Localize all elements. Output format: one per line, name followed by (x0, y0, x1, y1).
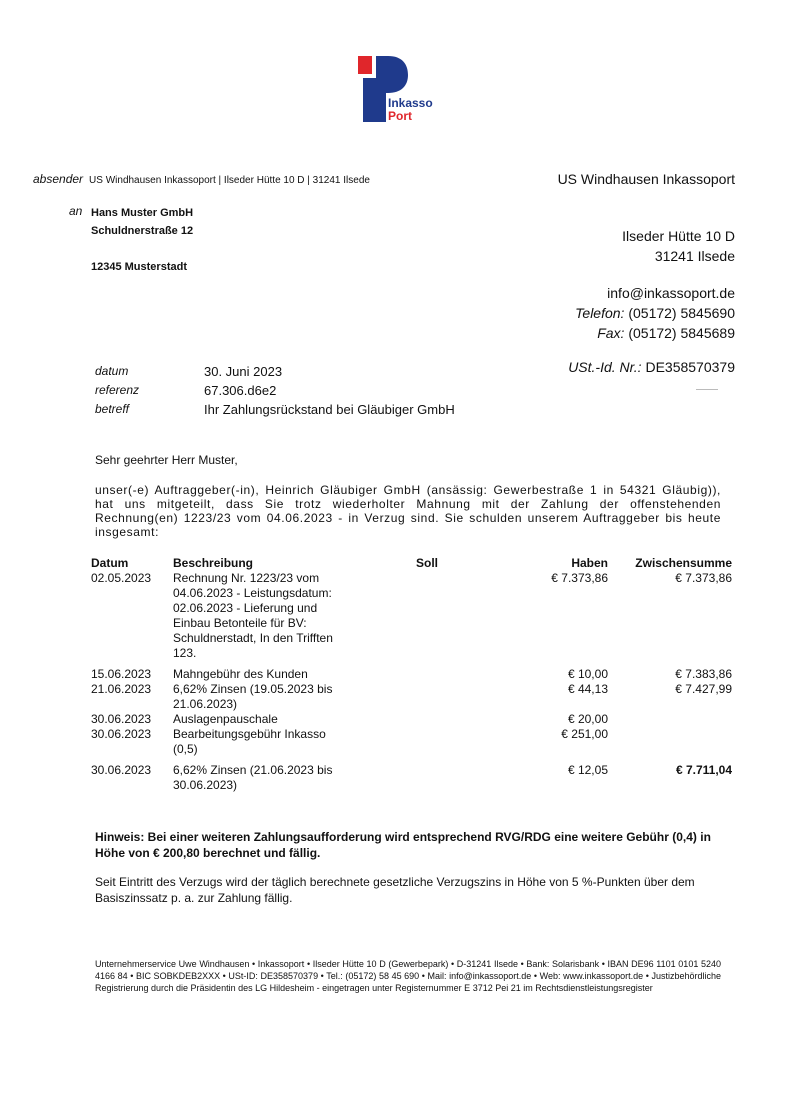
betreff-value: Ihr Zahlungsrückstand bei Gläubiger GmbH (204, 402, 455, 417)
intro-paragraph: unser(-e) Auftraggeber(-in), Heinrich Gläubiger GmbH (ansässig: Gewerbestraße 1 in 54321 Gläubig)), hat uns mitgeteilt, dass Sie trotz wiederholter Mahnung mit der Zahlung der offenstehenden Rechnung(en) 1223/23 vom 04.06.2023 - in Verzug sind. Sie schulden unserem Auftraggeber bis heute insgesamt: (95, 483, 721, 539)
company-footer: Unternehmerservice Uwe Windhausen • Inkassoport • Ilseder Hütte 10 D (Gewerbepark) • D-31241 Ilsede • Bank: Solarisbank • IBAN DE96 1101 0101 5240 4166 84 • BIC SOBKDEB2XXX • USt-ID: DE358570379 • Tel.: (05172) 58 45 690 • Mail: info@inkassoport.de • Web: www.inkassoport.de • Justizbehördliche Registrierung durch die Präsidentin des LG Hildesheim - eingetragen unter Registernummer E 3712 Pei 21 im Rechtsdienstleistungsregister (95, 959, 721, 993)
table-row (89, 682, 732, 712)
betreff-label: betreff (95, 402, 130, 416)
meta-referenz-row (95, 381, 455, 400)
datum-label: datum (95, 364, 129, 378)
referenz-value: 67.306.d6e2 (204, 383, 277, 398)
meta-betreff-row (95, 400, 455, 419)
sender-return-line (33, 172, 370, 186)
ust-id: DE358570379 (645, 359, 735, 375)
logo-line-2: Port (388, 109, 412, 123)
meta-datum-row (95, 362, 455, 381)
sender-city: 31241 Ilsede (654, 248, 735, 264)
total-amount: € 7.711,04 (675, 763, 732, 777)
cell-haben: € 10,00 (567, 667, 608, 681)
table-row (89, 571, 732, 661)
cell-soll (340, 682, 516, 712)
company-logo (358, 56, 438, 126)
cell-datum: 15.06.2023 (91, 667, 152, 681)
cell-beschreibung: 6,62% Zinsen (21.06.2023 bis 30.06.2023) (173, 763, 333, 792)
sender-email[interactable]: info@inkassoport.de (607, 285, 735, 301)
interest-notice: Seit Eintritt des Verzugs wird der täglich berechnete gesetzliche Verzugszins in Höhe von 5 %-Punkten über dem Basiszinssatz p. a. zur Zahlung fällig. (95, 875, 695, 905)
cell-soll (340, 727, 516, 757)
sender-name: US Windhausen Inkassoport (557, 171, 735, 187)
cell-haben: € 7.373,86 (551, 571, 608, 585)
fax-label: Fax: (597, 325, 625, 341)
ust-id-row (568, 359, 735, 375)
sender-contact (575, 283, 735, 343)
cell-haben: € 44,13 (567, 682, 608, 696)
cell-zwischensumme: € 7.383,86 (675, 667, 732, 681)
cell-datum: 21.06.2023 (91, 682, 152, 696)
divider (696, 389, 718, 390)
cell-zwischensumme (608, 712, 732, 727)
sender-line-text: US Windhausen Inkassoport | Ilseder Hütte 10 D | 31241 Ilsede (89, 175, 370, 186)
recipient-street: Schuldnerstraße 12 (91, 225, 194, 237)
table-row (89, 727, 732, 757)
sender-address (622, 226, 735, 266)
recipient-address (91, 204, 193, 276)
sender-phone: (05172) 5845690 (628, 305, 735, 321)
logo-wordmark (388, 97, 433, 123)
claims-table (89, 556, 732, 793)
referenz-label: referenz (95, 383, 140, 397)
cell-datum: 30.06.2023 (91, 727, 152, 741)
sender-phone-row (575, 303, 735, 323)
fee-notice: Hinweis: Bei einer weiteren Zahlungsaufforderung wird entsprechend RVG/RDG eine weitere Gebühr (0,4) in Höhe von € 200,80 berechnet und fällig. (95, 830, 711, 860)
cell-soll (340, 661, 516, 682)
datum-value: 30. Juni 2023 (204, 364, 283, 379)
cell-beschreibung: Rechnung Nr. 1223/23 vom 04.06.2023 - Leistungsdatum: 02.06.2023 - Lieferung und Einbau Betonteile für BV: Schuldnerstadt, In den Trifften 123. (173, 571, 333, 660)
letter-meta (95, 362, 455, 419)
cell-beschreibung: Bearbeitungsgebühr Inkasso (0,5) (173, 727, 326, 756)
header-soll: Soll (416, 556, 439, 570)
cell-beschreibung: Mahngebühr des Kunden (173, 667, 308, 681)
cell-beschreibung: Auslagenpauschale (173, 712, 278, 726)
sender-label: absender (33, 172, 84, 186)
cell-haben: € 251,00 (561, 727, 608, 741)
cell-zwischensumme: € 7.427,99 (675, 682, 732, 696)
table-header-row (89, 556, 732, 571)
header-zwischensumme: Zwischensumme (635, 556, 732, 570)
table-row (89, 712, 732, 727)
recipient-label: an (69, 204, 83, 218)
cell-datum: 30.06.2023 (91, 712, 152, 726)
header-datum: Datum (91, 556, 129, 570)
ust-label: USt.-Id. Nr.: (568, 359, 642, 375)
cell-soll (340, 712, 516, 727)
salutation: Sehr geehrter Herr Muster, (95, 453, 238, 467)
cell-zwischensumme (608, 727, 732, 757)
cell-datum: 30.06.2023 (91, 763, 152, 777)
sender-fax: (05172) 5845689 (628, 325, 735, 341)
cell-zwischensumme: € 7.373,86 (675, 571, 732, 585)
sender-fax-row (575, 323, 735, 343)
table-row (89, 661, 732, 682)
recipient-name: Hans Muster GmbH (91, 207, 194, 219)
sender-street: Ilseder Hütte 10 D (622, 228, 735, 244)
recipient-city: 12345 Musterstadt (91, 261, 187, 273)
phone-label: Telefon: (575, 305, 625, 321)
header-beschreibung: Beschreibung (173, 556, 254, 570)
header-haben: Haben (571, 556, 608, 570)
logo-line-1: Inkasso (388, 96, 433, 110)
cell-haben: € 12,05 (567, 763, 608, 777)
cell-haben: € 20,00 (567, 712, 608, 726)
cell-soll (340, 757, 516, 793)
cell-beschreibung: 6,62% Zinsen (19.05.2023 bis 21.06.2023) (173, 682, 333, 711)
cell-datum: 02.05.2023 (91, 571, 152, 585)
table-row (89, 757, 732, 793)
cell-soll (340, 571, 516, 661)
